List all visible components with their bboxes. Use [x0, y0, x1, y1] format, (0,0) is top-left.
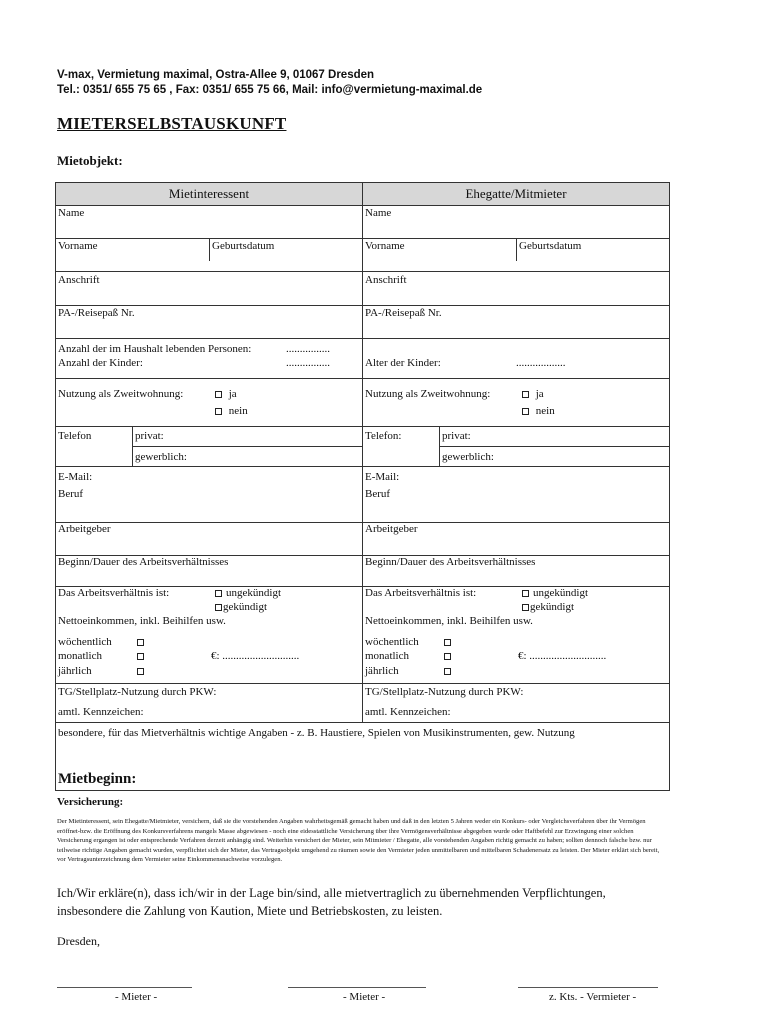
- left-beruf-label: Beruf: [58, 488, 84, 500]
- versicherung-text: Der Mietinteressent, sein Ehegatte/Mietmieter, versichern, daß sie die vorstehenden Angaben wahrheitsgemäß gemacht haben und daß in den letzten 5 Jahren weder ein Konkurs- oder Vergleichsverfahren über ihr Vermögen eröffnet-bzw. die Eröffnung des Konkursverfahrens mangels Masse abgewiesen - noch eine eidesstattliche Versicherung über ihre Vermögensverhältnisse abgegeben wurde oder Haftbefehl zur Erzwingung einer solchen Versicherung ergangen ist oder entsprechende Verfahren derzeit anhängig sind. Weiterhin versichert der Mieter, sein Mitmieter / Ehegatte, alle vorstehenden Angaben richtig gemacht zu haben; sollten dennoch falsche bzw. nur teilweise richtige Angaben gemacht wurden, verpflichtet sich der Mieter, das Vertragsobjekt umgehend zu räumen sowie den Vermieter jeden unmittelbaren und mittelbaren Schadenersatz zu leisten. Der Mieter erklärt sich bereit, vor Vertragsunterzeichnung dem Vermieter seine Einkommensnachweise vorzulegen.: [57, 818, 660, 864]
- checkbox-icon: [522, 590, 529, 597]
- right-kennzeichen-label: amtl. Kennzeichen:: [365, 706, 451, 718]
- mietobjekt-label: Mietobjekt:: [57, 153, 123, 168]
- left-jaehrlich-label: jährlich: [58, 665, 92, 677]
- right-zweitwohnung-ja[interactable]: [522, 388, 544, 400]
- checkbox-icon: [522, 408, 529, 415]
- left-beginn-label: Beginn/Dauer des Arbeitsverhältnisses: [58, 556, 229, 568]
- checkbox-icon: [522, 391, 529, 398]
- right-euro-field[interactable]: €: ............................: [518, 650, 607, 662]
- left-woechentlich-label: wöchentlich: [58, 636, 112, 648]
- besondere-angaben-label: besondere, für das Mietverhältnis wichtige Angaben - z. B. Haustiere, Spielen von Musikinstrumenten, gew. Nutzung: [58, 727, 575, 739]
- right-privat-label: privat:: [442, 430, 471, 442]
- left-gekuendigt-option[interactable]: [215, 601, 267, 613]
- left-ungekuendigt-option[interactable]: [215, 587, 281, 599]
- left-tg-label: TG/Stellplatz-Nutzung durch PKW:: [58, 686, 217, 698]
- self-disclosure-form: [55, 182, 670, 791]
- left-geburtsdatum-label: Geburtsdatum: [212, 240, 275, 252]
- gekuendigt-label: gekündigt: [223, 601, 267, 613]
- checkbox-icon: [522, 604, 529, 611]
- signature-label-vermieter: z. Kts. - Vermieter -: [549, 991, 637, 1003]
- left-anzahl-personen-label: Anzahl der im Haushalt lebenden Personen:: [58, 343, 252, 355]
- left-name-label: Name: [58, 207, 85, 219]
- left-euro-field[interactable]: €: ............................: [211, 650, 300, 662]
- right-name-label: Name: [365, 207, 392, 219]
- right-email-label: E-Mail:: [365, 471, 400, 483]
- right-zweitwohnung-nein[interactable]: [522, 405, 555, 417]
- gekuendigt-label: gekündigt: [530, 601, 574, 613]
- signature-label-mieter-2: - Mieter -: [343, 991, 386, 1003]
- left-anzahl-kinder-label: Anzahl der Kinder:: [58, 357, 143, 369]
- left-pa-label: PA-/Reisepaß Nr.: [58, 307, 135, 319]
- checkbox-icon: [444, 668, 451, 675]
- left-woechentlich-checkbox[interactable]: [137, 636, 148, 648]
- right-alter-kinder-label: Alter der Kinder:: [365, 357, 441, 369]
- checkbox-icon: [444, 639, 451, 646]
- left-monatlich-checkbox[interactable]: [137, 650, 148, 662]
- ort-datum: Dresden,: [57, 934, 100, 948]
- mietbeginn-label: Mietbeginn:: [58, 771, 137, 787]
- left-email-label: E-Mail:: [58, 471, 93, 483]
- right-zweitwohnung-label: Nutzung als Zweitwohnung:: [365, 388, 491, 400]
- checkbox-icon: [444, 653, 451, 660]
- page-title: MIETERSELBSTAUSKUNFT: [57, 114, 287, 133]
- checkbox-icon: [215, 391, 222, 398]
- right-telefon-label: Telefon:: [365, 430, 402, 442]
- versicherung-heading: Versicherung:: [57, 796, 124, 808]
- right-woechentlich-label: wöchentlich: [365, 636, 419, 648]
- right-tg-label: TG/Stellplatz-Nutzung durch PKW:: [365, 686, 524, 698]
- checkbox-icon: [215, 590, 222, 597]
- left-telefon-label: Telefon: [58, 430, 92, 442]
- left-monatlich-label: monatlich: [58, 650, 102, 662]
- left-zweitwohnung-label: Nutzung als Zweitwohnung:: [58, 388, 184, 400]
- left-anzahl-personen-dots: ................: [286, 343, 330, 355]
- left-arbeitsverhaeltnis-label: Das Arbeitsverhältnis ist:: [58, 587, 170, 599]
- checkbox-icon: [137, 668, 144, 675]
- left-zweitwohnung-nein[interactable]: [215, 405, 248, 417]
- right-jaehrlich-checkbox[interactable]: [444, 665, 455, 677]
- right-gewerblich-label: gewerblich:: [442, 451, 494, 463]
- checkbox-icon: [215, 408, 222, 415]
- left-anzahl-kinder-dots: ................: [286, 357, 330, 369]
- right-arbeitgeber-label: Arbeitgeber: [365, 523, 418, 535]
- right-gekuendigt-option[interactable]: [522, 601, 574, 613]
- right-anschrift-label: Anschrift: [365, 274, 407, 286]
- column-header-ehegatte: Ehegatte/Mitmieter: [363, 183, 669, 205]
- left-vorname-label: Vorname: [58, 240, 98, 252]
- right-vorname-label: Vorname: [365, 240, 405, 252]
- left-kennzeichen-label: amtl. Kennzeichen:: [58, 706, 144, 718]
- right-geburtsdatum-label: Geburtsdatum: [519, 240, 582, 252]
- right-monatlich-checkbox[interactable]: [444, 650, 455, 662]
- signature-line-vermieter[interactable]: [518, 987, 658, 988]
- company-address: V-max, Vermietung maximal, Ostra-Allee 9, 01067 Dresden: [57, 69, 375, 81]
- erklaerung-line-2: insbesondere die Zahlung von Kaution, Miete und Betriebskosten, zu leisten.: [57, 904, 443, 918]
- right-alter-kinder-dots: ..................: [516, 357, 566, 369]
- signature-label-mieter-1: - Mieter -: [115, 991, 158, 1003]
- right-beruf-label: Beruf: [365, 488, 391, 500]
- left-anschrift-label: Anschrift: [58, 274, 100, 286]
- right-woechentlich-checkbox[interactable]: [444, 636, 455, 648]
- left-jaehrlich-checkbox[interactable]: [137, 665, 148, 677]
- right-arbeitsverhaeltnis-label: Das Arbeitsverhältnis ist:: [365, 587, 477, 599]
- right-monatlich-label: monatlich: [365, 650, 409, 662]
- ungekuendigt-label: ungekündigt: [533, 587, 588, 599]
- left-zweitwohnung-ja[interactable]: [215, 388, 237, 400]
- right-pa-label: PA-/Reisepaß Nr.: [365, 307, 442, 319]
- signature-line-mieter-1[interactable]: [57, 987, 192, 988]
- ja-label: ja: [535, 388, 544, 400]
- ja-label: ja: [228, 388, 237, 400]
- erklaerung-line-1: Ich/Wir erkläre(n), dass ich/wir in der Lage bin/sind, alle mietvertraglich zu übernehmenden Verpflichtungen,: [57, 886, 606, 900]
- checkbox-icon: [137, 653, 144, 660]
- checkbox-icon: [215, 604, 222, 611]
- column-header-mietinteressent: Mietinteressent: [56, 183, 362, 205]
- left-netto-label: Nettoeinkommen, inkl. Beihilfen usw.: [58, 615, 226, 627]
- right-jaehrlich-label: jährlich: [365, 665, 399, 677]
- nein-label: nein: [535, 405, 555, 417]
- right-beginn-label: Beginn/Dauer des Arbeitsverhältnisses: [365, 556, 536, 568]
- left-privat-label: privat:: [135, 430, 164, 442]
- left-gewerblich-label: gewerblich:: [135, 451, 187, 463]
- ungekuendigt-label: ungekündigt: [226, 587, 281, 599]
- signature-line-mieter-2[interactable]: [288, 987, 426, 988]
- nein-label: nein: [228, 405, 248, 417]
- right-netto-label: Nettoeinkommen, inkl. Beihilfen usw.: [365, 615, 533, 627]
- left-arbeitgeber-label: Arbeitgeber: [58, 523, 111, 535]
- erklaerung: [57, 884, 677, 920]
- right-ungekuendigt-option[interactable]: [522, 587, 588, 599]
- checkbox-icon: [137, 639, 144, 646]
- company-contact: Tel.: 0351/ 655 75 65 , Fax: 0351/ 655 75 66, Mail: info@vermietung-maximal.de: [57, 84, 483, 96]
